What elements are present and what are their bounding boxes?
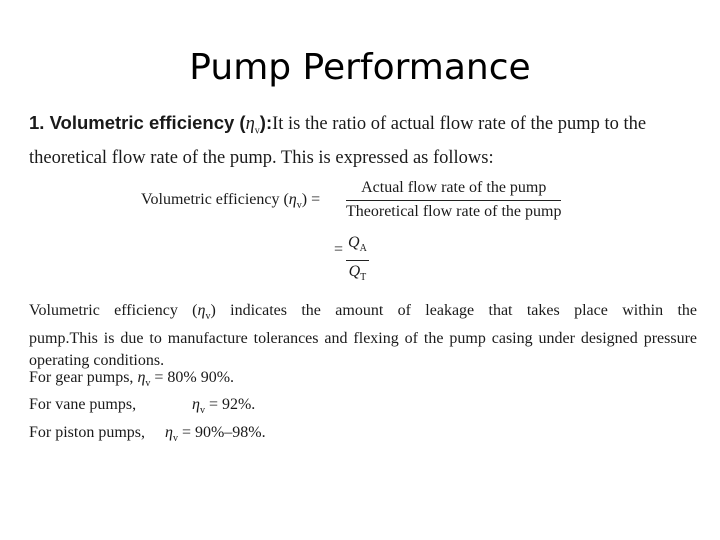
formula-symbol-fraction	[346, 232, 369, 289]
formula-equals-sign: =	[334, 241, 344, 258]
vane-pumps-eta-subscript: v	[199, 405, 205, 417]
explanation-line2: pump.This is due to manufacture tolerances and flexing of the pump casing under designed	[29, 330, 638, 348]
vane-pumps-label: For vane pumps,	[29, 396, 137, 413]
piston-pumps-efficiency	[165, 424, 266, 444]
definition-text-line1: It is the ratio of actual flow rate of the pump to the	[272, 114, 647, 134]
piston-pumps-eta-subscript: v	[172, 433, 178, 445]
formula-qa-subscript: A	[359, 243, 367, 255]
definition-heading-text: 1. Volumetric efficiency (	[29, 112, 246, 133]
piston-pumps-value: = 90%–98%.	[181, 424, 266, 441]
formula-text-fraction	[346, 176, 561, 223]
explanation-eta-subscript: v	[205, 311, 211, 323]
explanation-line3: pressure operating conditions.	[29, 330, 697, 370]
vane-pumps-efficiency	[192, 396, 255, 416]
formula-denominator: Theoretical flow rate of the pump	[346, 200, 561, 223]
eta-glyph: η	[245, 114, 255, 134]
gear-pumps-label: For gear pumps,	[29, 369, 134, 386]
list-item-piston-pumps	[29, 424, 266, 445]
formula-eta-subscript: v	[296, 200, 302, 212]
slide-title: Pump Performance	[189, 47, 531, 88]
vane-pumps-value: = 92%.	[208, 396, 256, 413]
formula-qa	[346, 232, 369, 260]
formula-qa-letter: Q	[348, 234, 360, 251]
definition-paragraph	[29, 110, 697, 171]
eta-symbol	[245, 114, 260, 137]
formula-lhs-text: Volumetric efficiency (	[141, 191, 289, 208]
list-item-gear-pumps	[29, 369, 234, 389]
gear-pumps-value: = 80% 90%.	[154, 369, 235, 386]
list-item-vane-pumps	[29, 396, 256, 417]
explanation-paragraph	[29, 300, 697, 372]
explanation-eta-glyph: η	[197, 302, 206, 319]
formula-qt-letter: Q	[348, 263, 361, 281]
definition-heading	[29, 112, 273, 137]
piston-pumps-eta-glyph: η	[165, 424, 173, 441]
definition-text-line2: theoretical flow rate of the pump. This is expressed as follows:	[29, 147, 494, 168]
formula-qt	[346, 260, 369, 289]
gear-pumps-eta-glyph: η	[137, 369, 146, 386]
definition-heading-suffix: ):	[259, 112, 273, 133]
formula-eta-glyph: η	[288, 191, 297, 208]
gear-pumps-eta-subscript: v	[145, 378, 151, 390]
piston-pumps-label: For piston pumps,	[29, 424, 146, 441]
formula-lhs	[141, 191, 320, 211]
formula-numerator: Actual flow rate of the pump	[361, 179, 547, 196]
explanation-line1-text: ) indicates the amount of leakage that takes place within the	[210, 302, 698, 319]
explanation-prefix: Volumetric efficiency (	[29, 302, 198, 319]
explanation-line1	[29, 302, 698, 323]
eta-subscript: v	[254, 125, 260, 137]
formula-qt-subscript: T	[360, 272, 367, 284]
vane-pumps-eta-glyph: η	[192, 396, 200, 413]
formula-lhs-suffix: ) =	[301, 191, 321, 208]
